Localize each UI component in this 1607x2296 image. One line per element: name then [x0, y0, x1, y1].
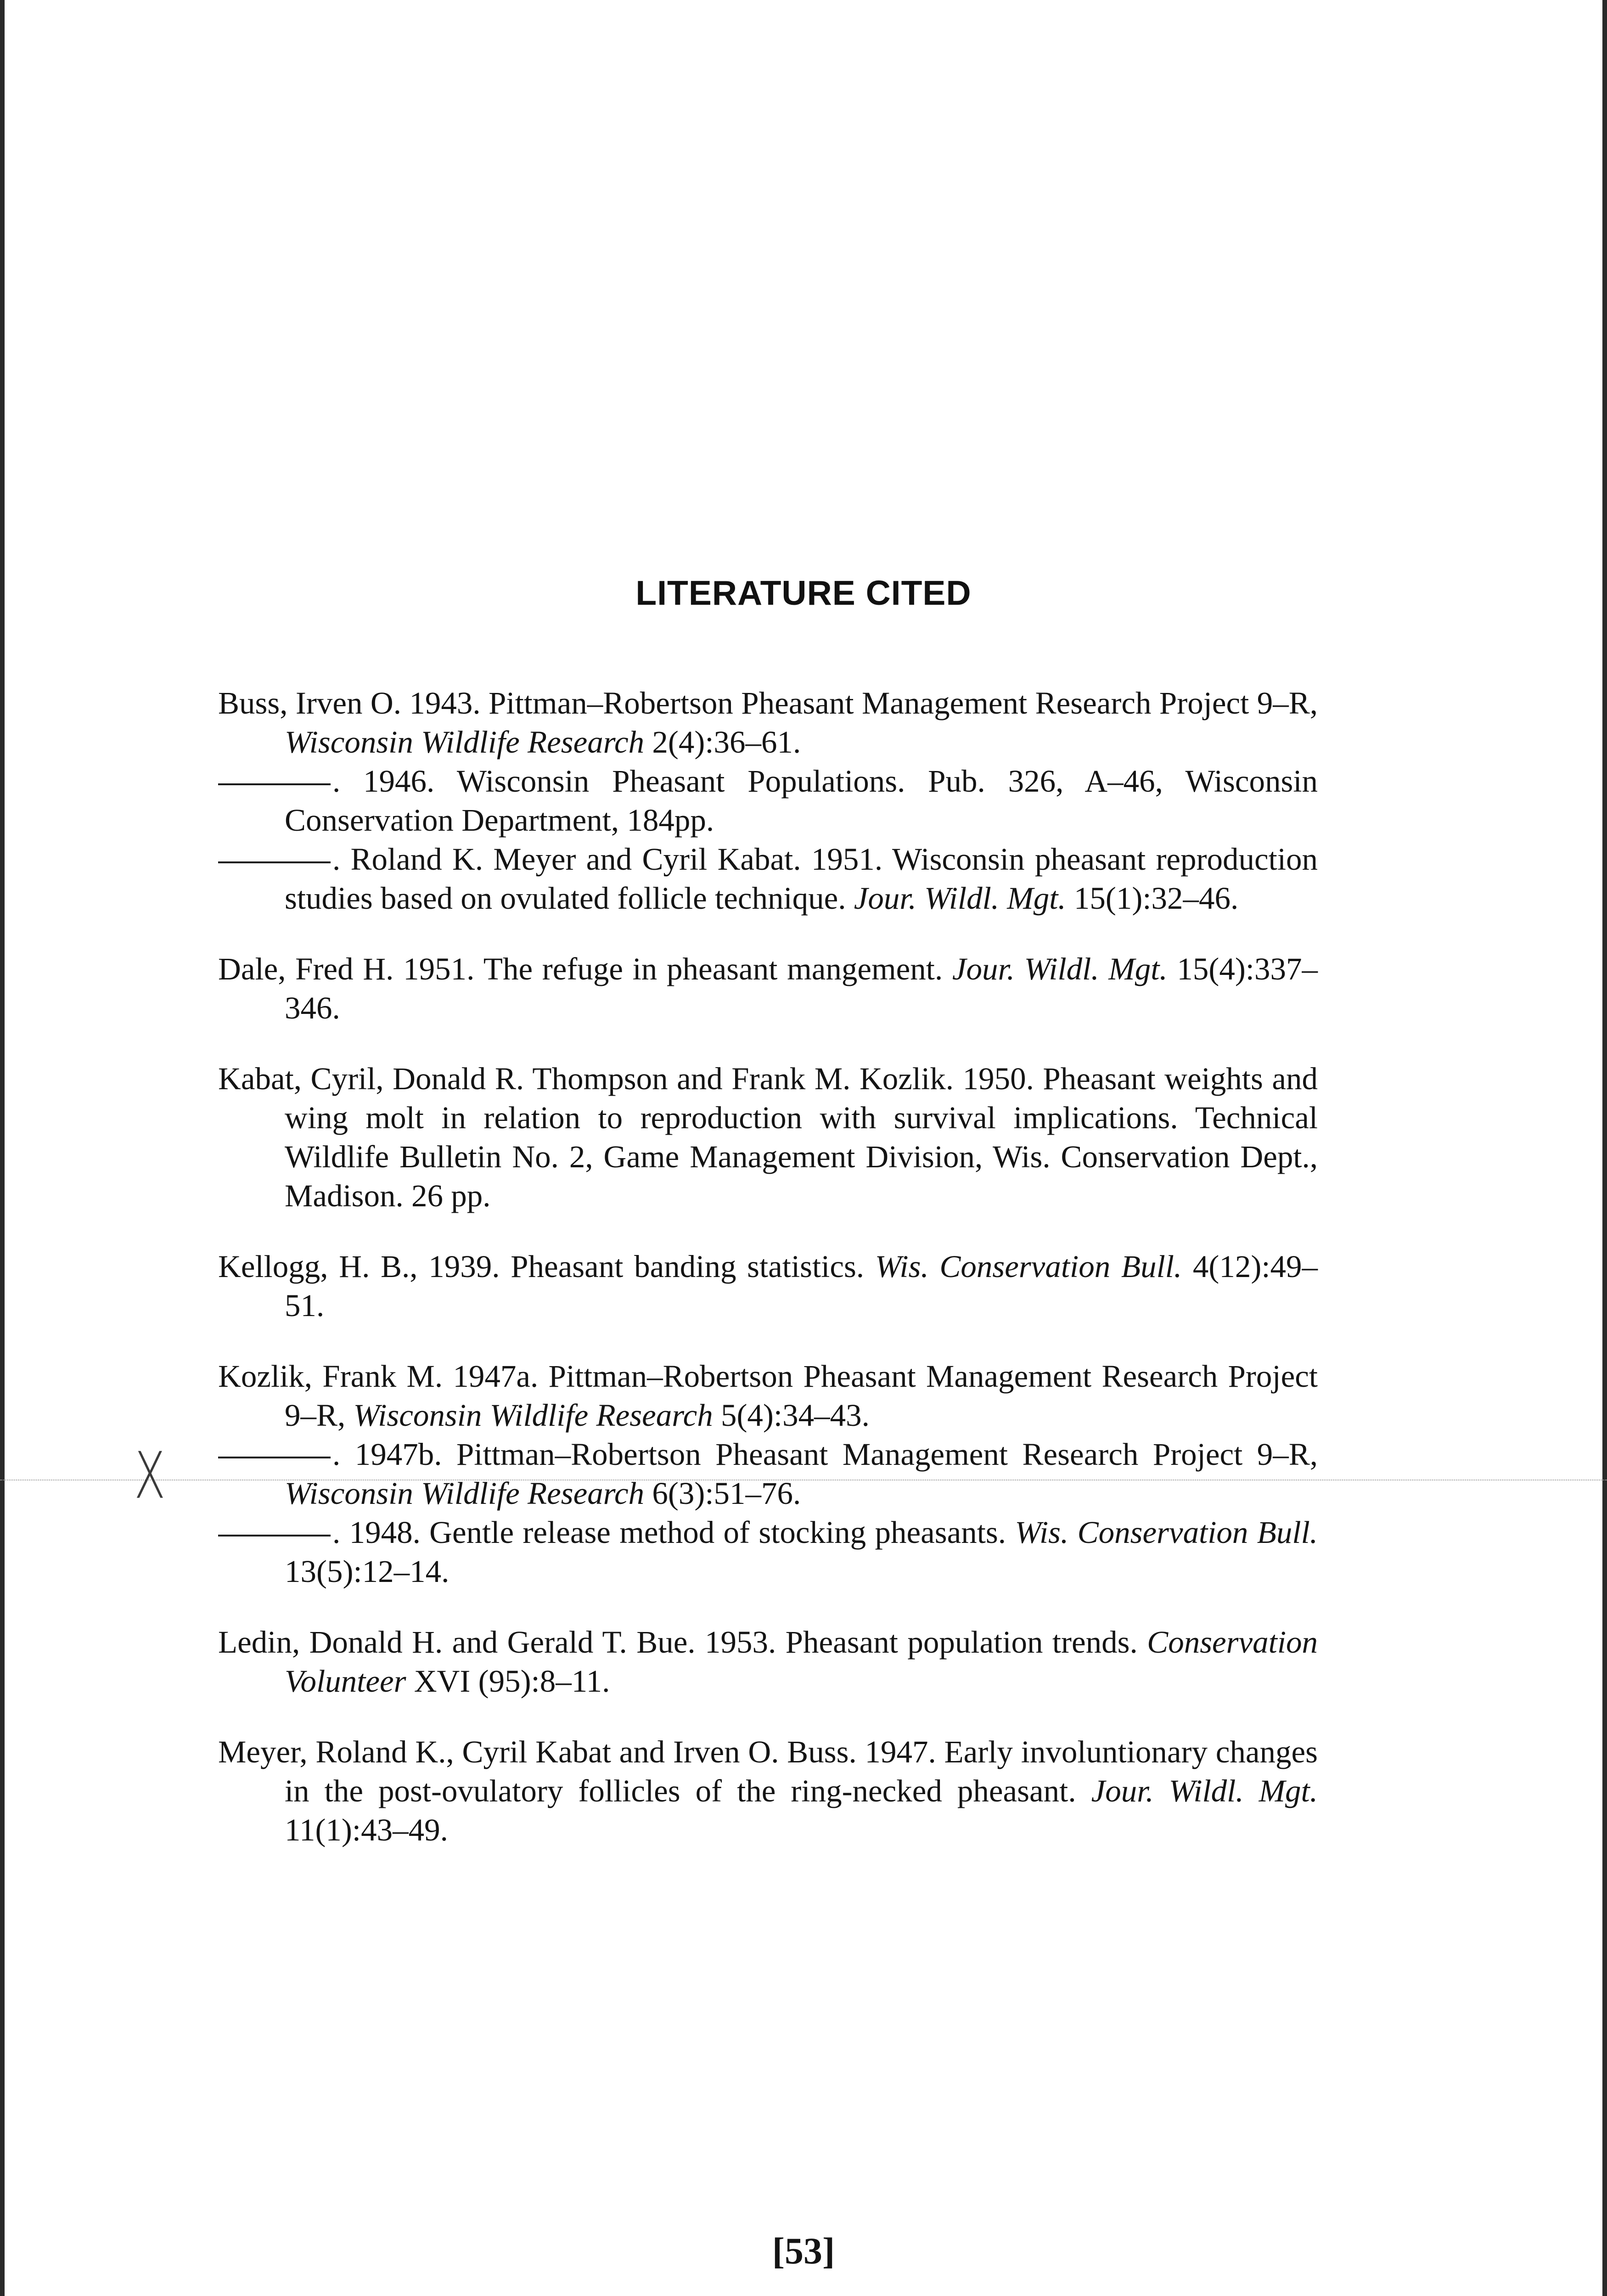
reference-list	[218, 652, 1318, 1858]
reference-entry: . 1947b. Pittman–Robertson Pheasant Management Research Project 9–R, Wisconsin Wildlife Research 6(3):51–76.	[218, 1435, 1318, 1513]
reference-entry: . Roland K. Meyer and Cyril Kabat. 1951. Wisconsin pheasant reproduction studies based on ovulated follicle technique. Jour. Wildl. Mgt. 15(1):32–46.	[218, 840, 1318, 918]
ditto-dash	[218, 1457, 331, 1458]
reference-entry: . 1946. Wisconsin Pheasant Populations. Pub. 326, A–46, Wisconsin Conservation Department, 184pp.	[218, 762, 1318, 840]
ditto-dash	[218, 1535, 331, 1536]
scan-edge-left	[0, 0, 5, 2296]
reference-entry: Buss, Irven O. 1943. Pittman–Robertson Pheasant Management Research Project 9–R, Wisconsin Wildlife Research 2(4):36–61.	[218, 686, 1318, 760]
reference-entry: Meyer, Roland K., Cyril Kabat and Irven O. Buss. 1947. Early involuntionary changes in the post-ovulatory follicles of the ring-necked pheasant. Jour. Wildl. Mgt. 11(1):43–49.	[218, 1734, 1318, 1847]
reference-entry: Kabat, Cyril, Donald R. Thompson and Frank M. Kozlik. 1950. Pheasant weights and wing molt in relation to reproduction with survival implications. Technical Wildlife Bulletin No. 2, Game Management Division, Wis. Conservation Dept., Madison. 26 pp.	[218, 1061, 1318, 1213]
reference-entry: Ledin, Donald H. and Gerald T. Bue. 1953. Pheasant population trends. Conservation Volunteer XVI (95):8–11.	[218, 1625, 1318, 1699]
reference-entry: Kozlik, Frank M. 1947a. Pittman–Robertson Pheasant Management Research Project 9–R, Wisconsin Wildlife Research 5(4):34–43.	[218, 1359, 1318, 1433]
reference-entry: Kellogg, H. B., 1939. Pheasant banding statistics. Wis. Conservation Bull. 4(12):49–51.	[218, 1249, 1318, 1323]
scan-edge-right	[1602, 0, 1607, 2296]
reference-entry: Dale, Fred H. 1951. The refuge in pheasant mangement. Jour. Wildl. Mgt. 15(4):337–346.	[218, 951, 1318, 1025]
margin-mark: X	[134, 1438, 166, 1514]
page-number: [53]	[772, 2230, 835, 2272]
section-heading: LITERATURE CITED	[635, 574, 972, 612]
ditto-dash	[218, 783, 331, 785]
ditto-dash	[218, 861, 331, 863]
reference-entry: . 1948. Gentle release method of stocking pheasants. Wis. Conservation Bull. 13(5):12–14.	[218, 1513, 1318, 1591]
